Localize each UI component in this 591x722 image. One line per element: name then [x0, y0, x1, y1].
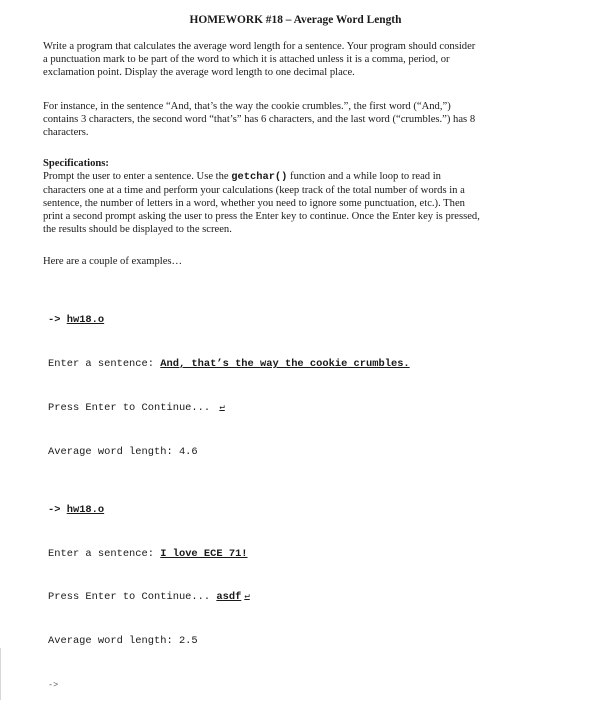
instance-line: contains 3 characters, the second word “that’s” has 6 characters, and the last word (“crumbles.”) has 8	[43, 114, 476, 125]
shell-prompt: ->	[48, 314, 67, 327]
examples-intro: Here are a couple of examples…	[43, 256, 183, 267]
spec-line: characters one at a time and perform your calculations (keep track of the total number of words in a	[43, 185, 465, 196]
shell-prompt-final: ->	[48, 680, 59, 691]
terminal-line-command	[48, 313, 548, 328]
spec-line: sentence, the number of letters in a word, whether you need to ignore some punctuation, etc.). Then	[43, 198, 465, 209]
terminal-line-sentence	[48, 547, 548, 562]
terminal-line-result: Average word length: 4.6	[48, 445, 198, 458]
intro-line: a punctuation mark to be part of the word to which it is attached unless it is a comma, period, or	[43, 54, 450, 65]
command-text: hw18.o	[66, 314, 105, 327]
terminal-line-continue	[48, 590, 548, 605]
intro-line: Write a program that calculates the average word length for a sentence. Your program should consider	[43, 41, 476, 52]
instance-paragraph	[43, 100, 548, 139]
terminal-line-command	[48, 503, 548, 518]
continue-prompt: Press Enter to Continue...	[48, 591, 217, 604]
command-text: hw18.o	[66, 503, 105, 516]
spec-line: the results should be displayed to the screen.	[43, 224, 232, 235]
specifications-heading: Specifications:	[43, 158, 109, 169]
instance-line: characters.	[43, 127, 89, 138]
shell-prompt: ->	[48, 503, 67, 516]
enter-key-icon: ↵	[219, 401, 225, 412]
spec-text: Prompt the user to enter a sentence. Use the	[43, 171, 232, 182]
terminal-line-sentence	[48, 357, 548, 372]
sentence-prompt: Enter a sentence:	[48, 547, 161, 560]
getchar-code: getchar()	[231, 171, 288, 183]
page-title: HOMEWORK #18 – Average Word Length	[189, 14, 402, 26]
intro-paragraph	[43, 40, 548, 79]
spec-line	[43, 170, 548, 184]
enter-key-icon: ↵	[244, 591, 250, 602]
page-edge-divider	[0, 648, 4, 700]
sentence-input: I love ECE 71!	[160, 547, 248, 560]
spec-line: print a second prompt asking the user to press the Enter key to continue. Once the Enter key is pressed,	[43, 211, 480, 222]
sentence-prompt: Enter a sentence:	[48, 357, 161, 370]
continue-prompt: Press Enter to Continue...	[48, 401, 217, 414]
terminal-line-result: Average word length: 2.5	[48, 635, 198, 648]
intro-line: exclamation point. Display the average word length to one decimal place.	[43, 67, 355, 78]
spec-text: function and a while loop to read in	[287, 171, 441, 182]
continue-input: asdf	[216, 591, 242, 604]
instance-line: For instance, in the sentence “And, that’s the way the cookie crumbles.”, the first word (“And,”)	[43, 101, 451, 112]
terminal-line-continue	[48, 401, 548, 416]
sentence-input: And, that’s the way the cookie crumbles.	[160, 357, 410, 370]
specifications-section	[43, 157, 548, 236]
terminal-examples	[48, 284, 548, 722]
